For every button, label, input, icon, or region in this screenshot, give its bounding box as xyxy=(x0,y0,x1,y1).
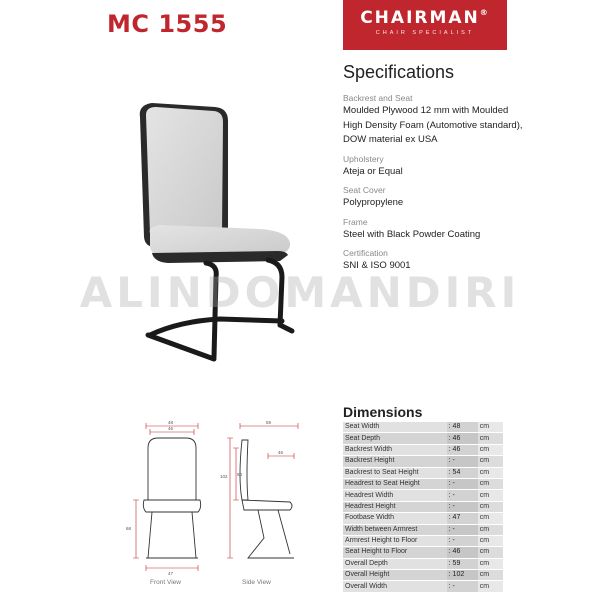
dim-front-base-width: 47 xyxy=(168,571,174,576)
dimension-value: : 47 xyxy=(447,513,478,524)
spec-value: Polypropylene xyxy=(343,197,404,208)
dimension-label: Backrest Height xyxy=(343,456,447,467)
dimension-label: Width between Armrest xyxy=(343,524,447,535)
dimension-unit: cm xyxy=(478,558,503,569)
dimension-unit: cm xyxy=(478,422,503,433)
dimension-unit: cm xyxy=(478,456,503,467)
dimension-value: : 54 xyxy=(447,467,478,478)
logo-tagline: CHAIR SPECIALIST xyxy=(375,30,475,36)
spec-value: Moulded Plywood 12 mm with Moulded High Density Foam (Automotive standard), DOW material ex USA xyxy=(343,105,523,145)
dimension-value: : - xyxy=(447,456,478,467)
front-view-legs xyxy=(146,512,198,558)
dimension-unit: cm xyxy=(478,490,503,501)
dimension-row xyxy=(343,444,503,455)
front-view-label: Front View xyxy=(150,579,181,586)
dimension-unit: cm xyxy=(478,433,503,444)
dimension-label: Seat Width xyxy=(343,422,447,433)
dimension-row xyxy=(343,456,503,467)
spec-label: Frame xyxy=(343,216,368,227)
dimension-label: Seat Depth xyxy=(343,433,447,444)
dimension-row xyxy=(343,535,503,546)
dimension-unit: cm xyxy=(478,513,503,524)
spec-value: Ateja or Equal xyxy=(343,165,403,177)
technical-drawing xyxy=(118,418,318,580)
dim-side-back: 54 xyxy=(237,472,243,477)
dimension-unit: cm xyxy=(478,535,503,546)
dimension-label: Headrest Width xyxy=(343,490,447,501)
dimension-label: Overall Width xyxy=(343,581,447,592)
dimension-label: Backrest Width xyxy=(343,444,447,455)
specifications-list xyxy=(343,92,583,279)
spec-item xyxy=(343,184,583,211)
side-view-backrest xyxy=(240,440,248,500)
chairman-logo xyxy=(343,0,507,50)
side-view-frame xyxy=(248,510,294,558)
chair-product-image xyxy=(110,95,310,370)
spec-item xyxy=(343,92,583,148)
dimension-unit: cm xyxy=(478,581,503,592)
dimension-row xyxy=(343,570,503,581)
dimension-row xyxy=(343,467,503,478)
logo-brand: CHAIRMAN® xyxy=(360,8,490,28)
spec-item xyxy=(343,153,583,180)
dimension-value: : 46 xyxy=(447,433,478,444)
side-view-seat xyxy=(242,500,292,510)
dimension-row xyxy=(343,501,503,512)
model-number: MC 1555 xyxy=(107,10,228,38)
specifications-title: Specifications xyxy=(343,62,455,82)
dimension-value: : 59 xyxy=(447,558,478,569)
dimension-row xyxy=(343,581,503,592)
dimension-unit: cm xyxy=(478,467,503,478)
dimensions-table xyxy=(343,422,503,593)
dimension-value: : - xyxy=(447,535,478,546)
dimension-value: : - xyxy=(447,478,478,489)
dimension-label: Headrest to Seat Height xyxy=(343,478,447,489)
dim-side-depth: 59 xyxy=(266,420,272,425)
watermark: ALINDOMANDIRI xyxy=(79,268,521,317)
dimension-label: Headrest Height xyxy=(343,501,447,512)
dimension-row xyxy=(343,513,503,524)
dimension-unit: cm xyxy=(478,444,503,455)
dimensions-title: Dimensions xyxy=(343,404,423,420)
dimension-label: Overall Height xyxy=(343,570,447,581)
spec-item xyxy=(343,216,583,243)
dim-side-seat: 46 xyxy=(278,450,284,455)
side-view-label: Side View xyxy=(242,579,271,586)
dimension-value: : 102 xyxy=(447,570,478,581)
front-view-seat xyxy=(143,500,200,512)
dimension-row xyxy=(343,490,503,501)
dimension-label: Overall Depth xyxy=(343,558,447,569)
spec-label: Upholstery xyxy=(343,153,384,164)
dim-front-inner-width: 46 xyxy=(168,426,174,431)
dimension-value: : 48 xyxy=(447,422,478,433)
dimension-value: : - xyxy=(447,490,478,501)
dimension-unit: cm xyxy=(478,524,503,535)
dim-front-top-width: 48 xyxy=(168,420,174,425)
dimension-value: : 46 xyxy=(447,547,478,558)
spec-value: SNI & ISO 9001 xyxy=(343,260,411,271)
spec-label: Backrest and Seat xyxy=(343,93,413,103)
dimension-row xyxy=(343,433,503,444)
dimension-row xyxy=(343,558,503,569)
dimension-unit: cm xyxy=(478,570,503,581)
dimension-label: Armrest Height to Floor xyxy=(343,535,447,546)
dimension-value: : - xyxy=(447,501,478,512)
dim-front-height: 68 xyxy=(126,526,132,531)
dimension-label: Seat Height to Floor xyxy=(343,547,447,558)
dimension-value: : 46 xyxy=(447,444,478,455)
dimension-label: Footbase Width xyxy=(343,513,447,524)
dimension-unit: cm xyxy=(478,501,503,512)
dimension-row xyxy=(343,422,503,433)
dimension-value: : - xyxy=(447,581,478,592)
dimension-row xyxy=(343,547,503,558)
dimension-label: Backrest to Seat Height xyxy=(343,467,447,478)
dimension-value: : - xyxy=(447,524,478,535)
front-view-backrest xyxy=(148,438,196,500)
spec-label: Certification xyxy=(343,248,388,258)
dim-side-height: 102 xyxy=(220,474,228,479)
spec-value: Steel with Black Powder Coating xyxy=(343,228,481,240)
spec-label: Seat Cover xyxy=(343,185,386,195)
dimension-unit: cm xyxy=(478,547,503,558)
dimension-unit: cm xyxy=(478,478,503,489)
dimension-row xyxy=(343,478,503,489)
dimension-row xyxy=(343,524,503,535)
